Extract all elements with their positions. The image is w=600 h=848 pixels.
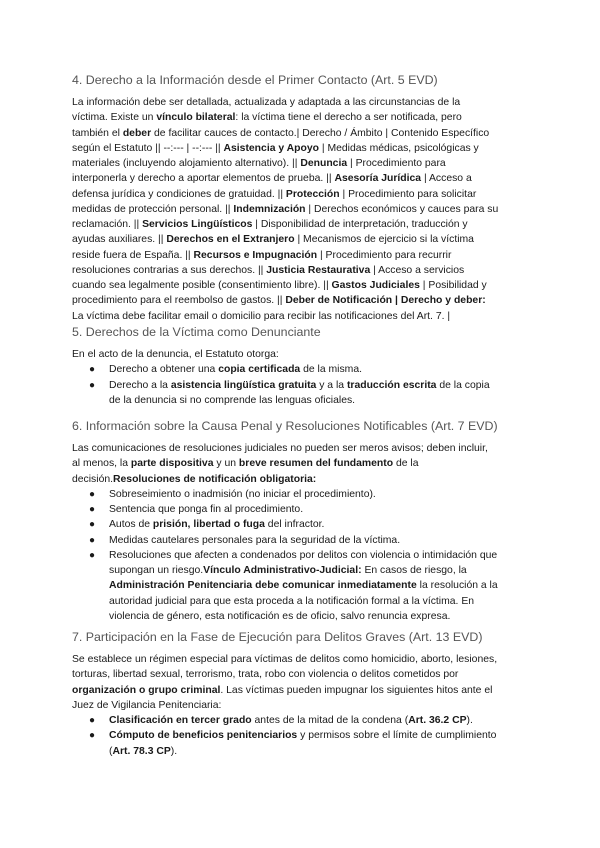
- section-4-body: [72, 95, 532, 324]
- text-line: [72, 278, 532, 293]
- text-line: [72, 652, 532, 667]
- bold-text: Art. 36.2 CP: [408, 715, 467, 726]
- text-run: de facilitar cauces de contacto.| Derecho / Ámbito | Contenido Específico: [151, 127, 490, 139]
- section-7-list: [72, 713, 532, 759]
- text-line: [72, 263, 532, 278]
- text-run: | Disponibilidad de interpretación, traducción y: [252, 219, 468, 230]
- text-run: La víctima debe facilitar email o domicilio para recibir las notificaciones del Art. 7. |: [72, 310, 451, 322]
- section-7: [72, 629, 532, 759]
- text-line: [109, 728, 532, 743]
- bold-text: asistencia lingüística gratuita: [170, 379, 317, 391]
- text-run: Sentencia que ponga fin al procedimiento.: [109, 504, 304, 515]
- text-run: ).: [170, 745, 178, 757]
- text-run: | Mecanismos de ejercicio si la víctima: [294, 234, 474, 246]
- text-line: [72, 217, 532, 232]
- section-4-title: 4. Derecho a la Información desde el Primer Contacto (Art. 5 EVD): [72, 73, 438, 87]
- text-run: Se establece un régimen especial para víctimas de delitos como homicidio, aborto, lesiones,: [72, 654, 498, 665]
- text-run: reclamación. ||: [72, 219, 143, 230]
- text-line: [109, 362, 532, 377]
- text-line: [109, 378, 532, 393]
- text-run: La información debe ser detallada, actualizada y adaptada a las circunstancias de la: [72, 97, 461, 108]
- section-7-intro: [72, 652, 532, 713]
- text-line: [109, 393, 532, 408]
- section-6-title: 6. Información sobre la Causa Penal y Resoluciones Notificables (Art. 7 EVD): [72, 419, 498, 433]
- bold-text: Asesoría Jurídica: [334, 173, 422, 185]
- text-run: violencia de género, esta notificación es de oficio, salvo renuncia expresa.: [109, 610, 451, 622]
- bold-text: Administración Penitenciaria debe comunicar inmediatamente: [109, 580, 417, 592]
- text-run: Derecho a la: [109, 379, 171, 391]
- text-run: ayudas auxiliares. ||: [72, 234, 167, 246]
- text-run: interponerla y derecho a aportar elementos de prueba. ||: [72, 173, 335, 185]
- text-run: y permisos sobre el límite de cumplimiento: [297, 730, 497, 742]
- text-line: [109, 563, 532, 578]
- text-line: [109, 713, 532, 728]
- list-item: [72, 713, 532, 728]
- bold-text: Art. 78.3 CP: [112, 745, 171, 757]
- text-line: [72, 472, 532, 487]
- bullet-icon: ●: [89, 504, 96, 515]
- text-run: | Acceso a: [421, 173, 472, 185]
- text-run: supongan un riesgo.: [109, 565, 204, 576]
- list-item: [72, 517, 532, 532]
- bold-text: Servicios Lingüísticos: [142, 219, 253, 230]
- text-line: [109, 609, 532, 624]
- text-run: | Procedimiento para solicitar: [339, 188, 477, 200]
- text-run: Sobreseimiento o inadmisión (no iniciar el procedimiento).: [109, 488, 376, 500]
- text-line: [72, 441, 532, 456]
- section-5: [72, 324, 532, 408]
- text-line: [72, 187, 532, 202]
- bold-text: Gastos Judiciales: [331, 280, 420, 291]
- bold-text: organización o grupo criminal: [72, 684, 221, 696]
- text-run: decisión.: [72, 473, 114, 485]
- text-run: de la copia: [436, 379, 490, 391]
- text-line: [109, 578, 532, 593]
- bullet-icon: ●: [89, 549, 96, 561]
- text-line: [72, 156, 532, 171]
- text-run: y un: [213, 458, 239, 470]
- text-run: cuando sea legalmente posible (consentimiento libre). ||: [72, 280, 332, 291]
- text-run: | Acceso a servicios: [370, 264, 465, 276]
- list-item: [72, 548, 532, 624]
- section-4: [72, 72, 532, 324]
- text-line: [72, 667, 532, 682]
- text-run: Autos de: [109, 519, 153, 531]
- bold-text: deber: [122, 127, 152, 139]
- list-item: [72, 502, 532, 517]
- bold-text: Deber de Notificación | Derecho y deber:: [285, 295, 486, 307]
- text-run: al menos, la: [72, 458, 131, 470]
- text-run: reside fuera de España. ||: [72, 249, 194, 261]
- bold-text: Asistencia y Apoyo: [223, 142, 319, 154]
- text-run: En casos de riesgo, la: [361, 565, 467, 576]
- bold-text: Protección: [285, 188, 340, 200]
- text-run: Las comunicaciones de resoluciones judiciales no pueden ser meros avisos; deben incluir,: [72, 443, 488, 454]
- bullet-icon: ●: [89, 730, 96, 742]
- bold-text: Indemnización: [233, 203, 306, 215]
- text-run: (: [109, 745, 113, 757]
- section-7-title: 7. Participación en la Fase de Ejecución para Delitos Graves (Art. 13 EVD): [72, 630, 483, 644]
- list-item: [72, 378, 532, 409]
- text-line: [109, 548, 532, 563]
- text-line: [72, 309, 532, 324]
- list-item: [72, 533, 532, 548]
- text-line: [109, 594, 532, 609]
- text-run: torturas, libertad sexual, terrorismo, trata, robo con violencia o delitos cometidos por: [72, 669, 459, 681]
- text-run: procedimiento para el reembolso de gastos. ||: [72, 295, 286, 307]
- section-5-title: 5. Derechos de la Víctima como Denunciante: [72, 325, 321, 339]
- text-run: Resoluciones que afecten a condenados por delitos con violencia o intimidación que: [109, 549, 498, 561]
- text-run: . Las víctimas pueden impugnar los siguientes hitos ante el: [220, 684, 493, 696]
- bullet-icon: ●: [89, 715, 96, 726]
- bullet-icon: ●: [89, 519, 96, 531]
- text-run: Medidas cautelares personales para la seguridad de la víctima.: [109, 534, 401, 546]
- text-run: | Posibilidad y: [419, 280, 487, 291]
- bullet-icon: ●: [89, 488, 96, 500]
- section-6: [72, 418, 532, 624]
- text-run: de la misma.: [300, 364, 362, 376]
- text-run: : la víctima tiene el derecho a ser notificada, pero: [235, 112, 462, 124]
- text-run: ).: [466, 715, 473, 726]
- section-5-intro: [72, 347, 532, 362]
- bold-text: Derechos en el Extranjero: [166, 234, 295, 246]
- text-run: | Derechos económicos y cauces para su: [305, 203, 499, 215]
- bold-text: Clasificación en tercer grado: [109, 715, 252, 726]
- bullet-icon: ●: [89, 379, 96, 391]
- text-run: víctima. Existe un: [72, 112, 157, 124]
- text-run: también el: [72, 127, 123, 139]
- text-run: medidas de protección personal. ||: [72, 203, 234, 215]
- text-line: [72, 456, 532, 471]
- text-run: Derecho a obtener una: [109, 364, 219, 376]
- text-line: [72, 95, 532, 110]
- section-6-list: [72, 487, 532, 624]
- bold-text: vínculo bilateral: [156, 112, 236, 124]
- text-run: y a la: [316, 379, 347, 391]
- text-line: [72, 698, 532, 713]
- text-run: | Procedimiento para: [347, 158, 446, 169]
- text-run: la resolución a la: [416, 580, 498, 592]
- bullet-icon: ●: [89, 534, 96, 546]
- text-run: materiales (incluyendo alojamiento alternativo). ||: [72, 158, 301, 169]
- text-run: autoridad judicial para que esta proceda a la notificación formal a la víctima. En: [109, 595, 475, 607]
- bold-text: traducción escrita: [346, 379, 437, 391]
- list-item: [72, 728, 532, 759]
- text-run: | Procedimiento para recurrir: [317, 249, 452, 261]
- text-line: [72, 248, 532, 263]
- text-run: de la denuncia si no comprende las lenguas oficiales.: [109, 394, 356, 406]
- text-run: de la: [393, 458, 419, 470]
- text-run: según el Estatuto || --:--- | --:--- ||: [72, 142, 224, 154]
- bold-text: parte dispositiva: [130, 458, 214, 470]
- text-run: del infractor.: [264, 519, 325, 531]
- bold-text: Recursos e Impugnación: [193, 249, 318, 261]
- text-run: | Medidas médicas, psicológicas y: [318, 142, 479, 154]
- section-6-intro: [72, 441, 532, 487]
- bold-text: breve resumen del fundamento: [238, 458, 394, 470]
- text-line: [72, 683, 532, 698]
- text-line: [109, 487, 532, 502]
- text-run: Juez de Vigilancia Penitenciaria:: [72, 699, 222, 711]
- text-line: [72, 232, 532, 247]
- list-item: [72, 487, 532, 502]
- text-line: [72, 202, 532, 217]
- text-run: defensa jurídica y condiciones de gratuidad. ||: [72, 188, 286, 200]
- text-line: [72, 110, 532, 125]
- bold-text: Denuncia: [300, 158, 348, 169]
- section-5-list: [72, 362, 532, 408]
- list-item: [72, 362, 532, 377]
- text-run: En el acto de la denuncia, el Estatuto otorga:: [72, 349, 279, 360]
- text-line: [72, 141, 532, 156]
- text-line: [109, 502, 532, 517]
- text-line: [72, 171, 532, 186]
- bold-text: Vínculo Administrativo-Judicial:: [203, 565, 362, 576]
- text-line: [72, 293, 532, 308]
- bold-text: Resoluciones de notificación obligatoria:: [113, 473, 317, 485]
- text-line: [109, 517, 532, 532]
- text-run: resoluciones contrarias a sus derechos. ||: [72, 264, 267, 276]
- text-line: [109, 744, 532, 759]
- bullet-icon: ●: [89, 364, 96, 376]
- bold-text: prisión, libertad o fuga: [152, 519, 265, 531]
- text-line: [109, 533, 532, 548]
- text-line: [72, 347, 532, 362]
- bold-text: Justicia Restaurativa: [266, 264, 371, 276]
- text-run: antes de la mitad de la condena (: [251, 715, 409, 726]
- bold-text: copia certificada: [218, 364, 301, 376]
- bold-text: Cómputo de beneficios penitenciarios: [109, 730, 298, 742]
- text-line: [72, 126, 532, 141]
